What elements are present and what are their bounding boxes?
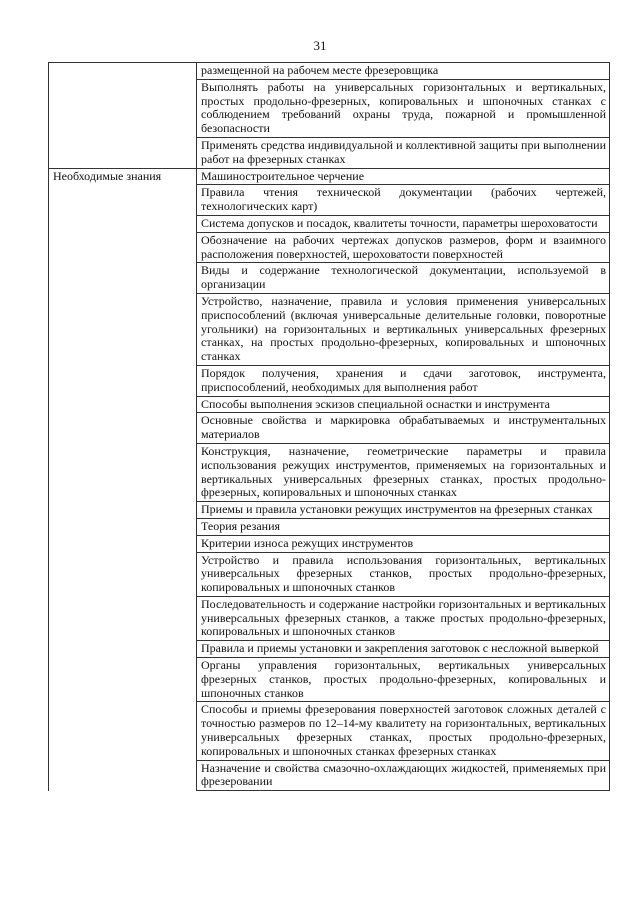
table-row [49,79,610,137]
knowledge-item: Обозначение на рабочих чертежах допусков размеров, форм и взаимного расположения поверхностей, шероховатости поверхностей [197,232,610,263]
competency-table [48,62,610,791]
skills-label-cell [49,137,197,168]
page-number: 31 [313,38,327,53]
table-row [49,168,610,185]
table-row [49,63,610,80]
knowledge-item: Конструкция, назначение, геометрические параметры и правила использования режущих инструментов, применяемых на горизонтальных и вертикальных универсальных фрезерных станках, простых продольно-фрезерных, копировальных и шпоночных станках [197,443,610,501]
skills-label-cell [49,63,197,80]
knowledge-item: Способы выполнения эскизов специальной оснастки и инструмента [197,396,610,413]
knowledge-item: Последовательность и содержание настройки горизонтальных и вертикальных универсальных фрезерных станков, а также простых продольно-фрезерных, копировальных и шпоночных станков [197,596,610,640]
knowledge-item: Приемы и правила установки режущих инструментов на фрезерных станках [197,502,610,519]
skill-item: Выполнять работы на универсальных горизонтальных и вертикальных, простых продольно-фрезерных, копировальных и шпоночных станках с соблюдением требований охраны труда, пожарной и промышленной безопасности [197,79,610,137]
knowledge-item: Правила чтения технической документации (рабочих чертежей, технологических карт) [197,185,610,216]
knowledge-item: Теория резания [197,518,610,535]
knowledge-item: Виды и содержание технологической документации, используемой в организации [197,263,610,294]
knowledge-item: Назначение и свойства смазочно-охлаждающих жидкостей, применяемых при фрезеровании [197,760,610,791]
knowledge-item: Правила и приемы установки и закрепления заготовок с несложной выверкой [197,641,610,658]
table-row [49,137,610,168]
knowledge-item: Устройство, назначение, правила и условия применения универсальных приспособлений (включая универсальные делительные головки, поворотные угольники) на горизонтальных и вертикальных универсальных фрезерных станках, на простых продольно-фрезерных, копировальных и шпоночных станках [197,293,610,365]
knowledge-label: Необходимые знания [49,168,197,791]
knowledge-item: Устройство и правила использования горизонтальных, вертикальных универсальных фрезерных станков, простых продольно-фрезерных, копировальных и шпоночных станков [197,552,610,596]
skills-label-cell [49,79,197,137]
knowledge-item: Способы и приемы фрезерования поверхностей заготовок сложных деталей с точностью размеров по 12–14-му квалитету на горизонтальных, вертикальных универсальных фрезерных станках, простых продольно-фрезерных, копировальных и шпоночных станках фрезерных станках [197,702,610,760]
knowledge-item: Порядок получения, хранения и сдачи заготовок, инструмента, приспособлений, необходимых для выполнения работ [197,365,610,396]
knowledge-item: Машиностроительное черчение [197,168,610,185]
knowledge-item: Основные свойства и маркировка обрабатываемых и инструментальных материалов [197,413,610,444]
knowledge-item: Система допусков и посадок, квалитеты точности, параметры шероховатости [197,215,610,232]
knowledge-item: Органы управления горизонтальных, вертикальных универсальных фрезерных станков, простых продольно-фрезерных, копировальных и шпоночных станков [197,658,610,702]
skill-item: Применять средства индивидуальной и коллективной защиты при выполнении работ на фрезерных станках [197,137,610,168]
knowledge-item: Критерии износа режущих инструментов [197,535,610,552]
skill-item: размещенной на рабочем месте фрезеровщика [197,63,610,80]
